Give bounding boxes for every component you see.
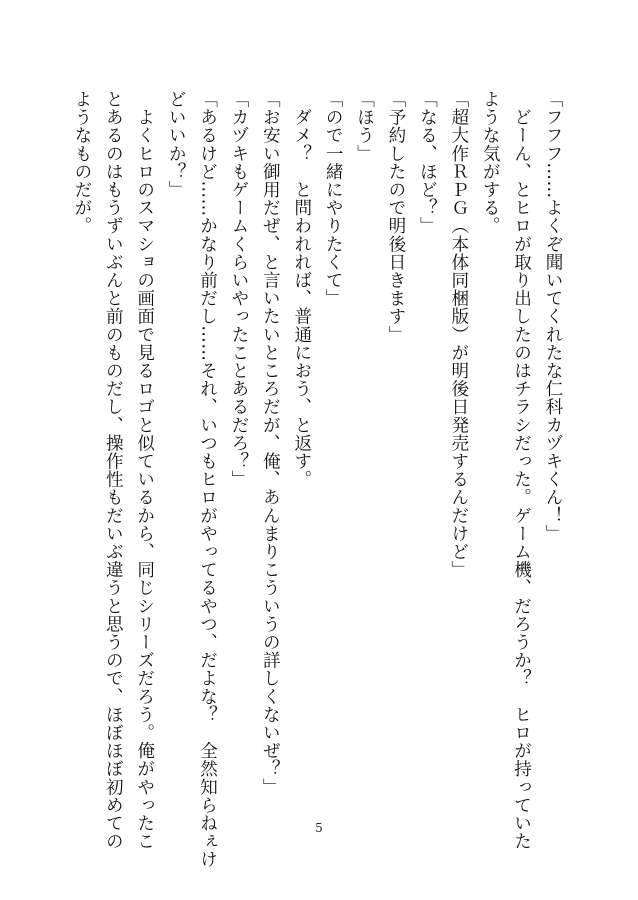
text-line-7: 「ほう」 [354, 90, 375, 163]
text-line-6: 「予約したので明後日きます」 [385, 90, 406, 344]
page-number: 5 [315, 821, 323, 835]
text-line-13: どいいか？」 [166, 90, 187, 199]
text-line-2: どーん、とヒロが取り出したのはチラシだった。ゲーム機、だろうか？ ヒロが持っていた [511, 90, 532, 851]
text-line-8: 「ので一緒にやりたくて」 [323, 90, 344, 308]
text-line-1: 「フフフ……よくぞ聞いてくれたな仁科カヅキくん！」 [543, 90, 563, 543]
text-line-10: 「お安い御用だぜ、と言いたいところだが、俺、あんまりこういうの詳しくないぜ？」 [260, 90, 281, 796]
text-line-15: とあるのはもうずいぶんと前のものだし、操作性もだいぶ違うと思うので、ほぼほぼ初めての [103, 90, 124, 851]
text-line-16: ようなものだが。 [71, 90, 92, 235]
text-line-5: 「なる、ほど？」 [417, 90, 438, 235]
text-line-14: よくヒロのスマショの画面で見るロゴと似ているから、同じシリーズだろう。俺がやったこ [134, 90, 155, 851]
vertical-text-block [66, 90, 569, 869]
text-line-11: 「カヅキもゲームくらいやったことあるだろ？」 [228, 90, 249, 489]
text-line-3: ような気がする。 [480, 90, 501, 235]
text-line-4: 「超大作ＲＰＧ（本体同梱版）が明後日発売するんだけど」 [448, 90, 469, 579]
text-line-9: ダメ？ と問われれば、普通におう、と返す。 [291, 90, 312, 489]
text-line-12: 「あるけど……かなり前だし……それ、いつもヒロがやってるやつ、だよな？ 全然知らねぇけ [197, 90, 218, 869]
